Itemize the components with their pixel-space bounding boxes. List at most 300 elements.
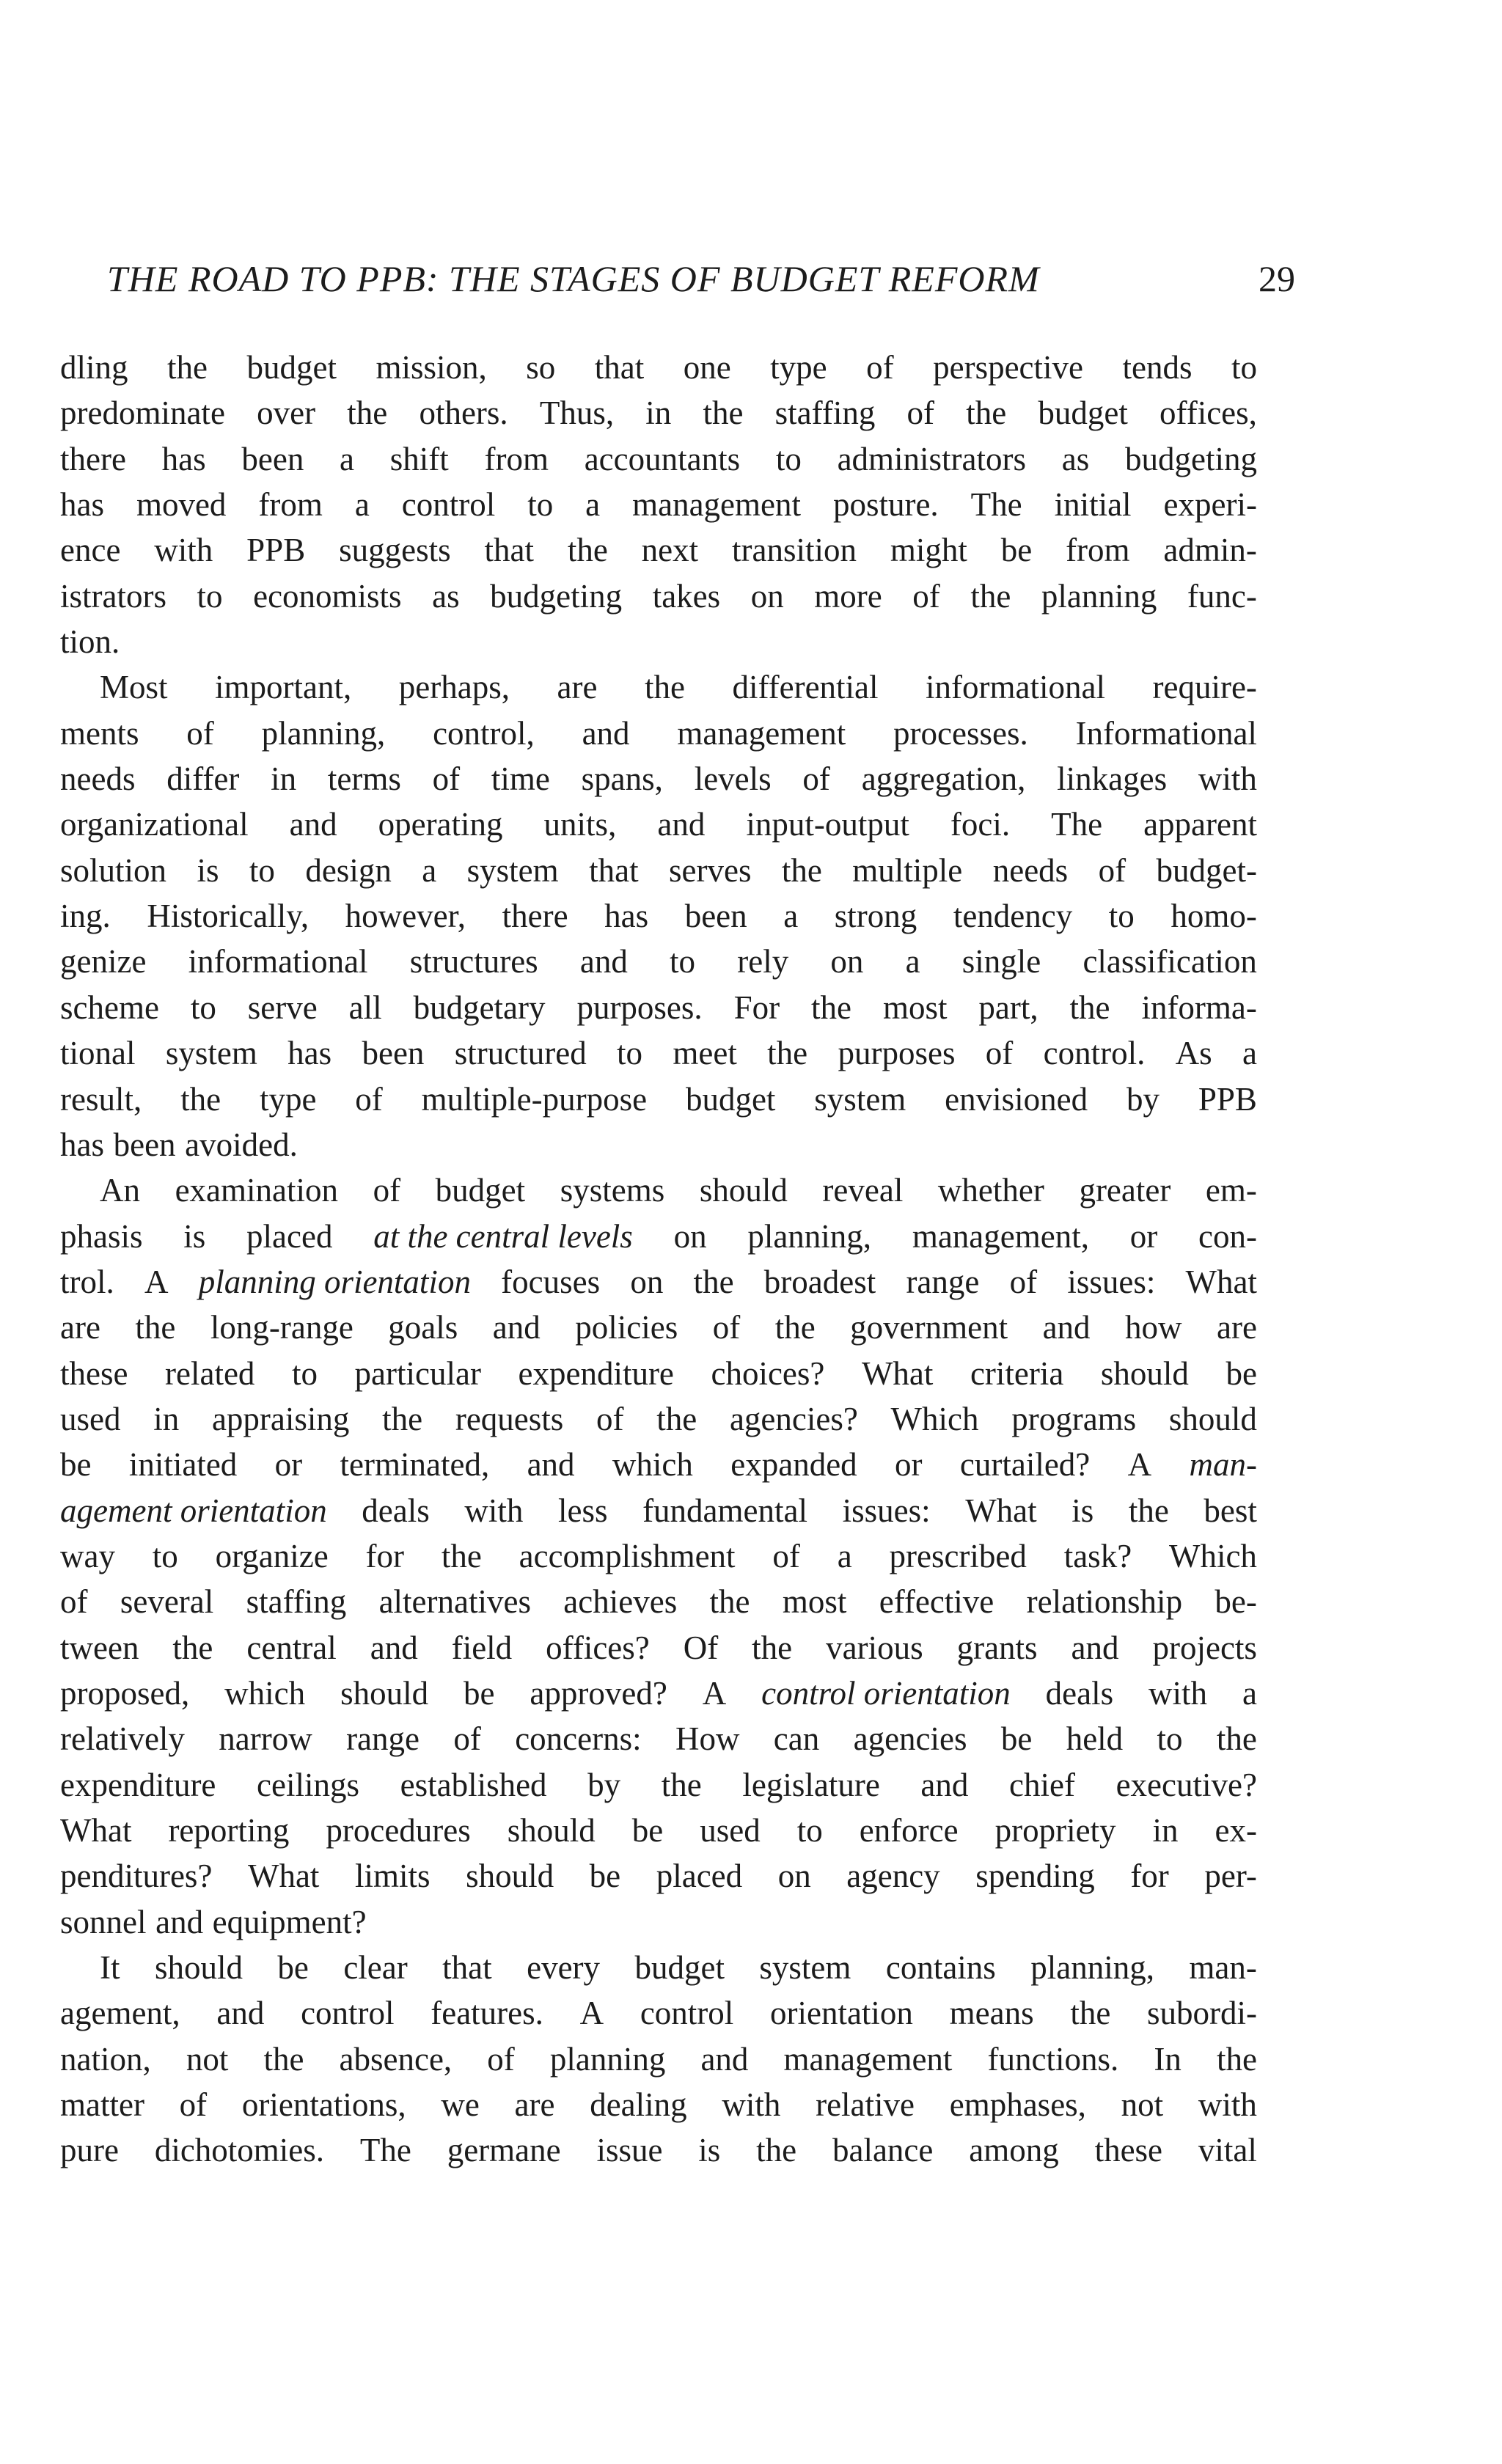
word: the: [1128, 1492, 1169, 1529]
word: limits: [355, 1858, 431, 1895]
word: suggests: [339, 532, 451, 569]
word: control: [640, 1995, 734, 2032]
text-line: [60, 1030, 1257, 1076]
word: be: [631, 1812, 664, 1849]
word: alternatives: [378, 1583, 531, 1621]
word: executive?: [1115, 1766, 1257, 1803]
word: homo-: [1171, 898, 1257, 935]
word: phasis: [60, 1217, 143, 1255]
word: system: [759, 1949, 851, 1987]
word: and: [700, 2040, 749, 2078]
word: the: [970, 577, 1011, 615]
text-line: [60, 802, 1257, 847]
word: that: [589, 851, 639, 889]
word: takes: [652, 577, 721, 615]
word: of: [60, 1583, 88, 1621]
word: the: [752, 1629, 793, 1666]
word: a: [905, 943, 920, 980]
word: purposes.: [576, 989, 703, 1026]
word: one: [683, 349, 731, 386]
word: agencies: [853, 1720, 967, 1758]
word: tional: [60, 1035, 136, 1072]
word: prescribed: [889, 1537, 1027, 1574]
word: orientations,: [241, 2086, 406, 2124]
word: Which: [1168, 1537, 1257, 1574]
word: As: [1175, 1035, 1212, 1072]
word: dichotomies.: [154, 2132, 325, 2169]
word: What: [1185, 1263, 1257, 1300]
word: planning,: [261, 714, 386, 752]
word: the: [709, 1583, 750, 1621]
word: are: [1217, 1309, 1257, 1346]
word: be: [277, 1949, 309, 1987]
word: the: [811, 989, 852, 1026]
word: serve: [247, 989, 318, 1026]
word: What: [60, 1812, 132, 1849]
word: istrators: [60, 577, 166, 615]
word: issues:: [1067, 1263, 1156, 1300]
word: should: [1168, 1400, 1257, 1437]
word: staffing: [774, 395, 876, 432]
word: functions.: [987, 2040, 1119, 2078]
word: should: [154, 1949, 243, 1987]
word: the: [1216, 1720, 1257, 1758]
word: Thus,: [539, 395, 615, 432]
word: from: [484, 440, 549, 477]
word: of: [772, 1537, 800, 1574]
word: terminated,: [340, 1446, 490, 1484]
word: The: [1051, 806, 1103, 843]
word: or: [1129, 1217, 1158, 1255]
italic-phrase: man-: [1189, 1446, 1257, 1484]
word: terms: [327, 760, 401, 798]
word: of: [179, 2086, 208, 2124]
word: to: [527, 486, 554, 524]
word: is: [1071, 1492, 1094, 1529]
word: over: [257, 395, 316, 432]
word: has: [60, 1126, 104, 1163]
word: the: [781, 851, 822, 889]
word: control,: [433, 714, 535, 752]
word: broadest: [763, 1263, 876, 1300]
word: with: [722, 2086, 781, 2124]
word: for: [365, 1537, 405, 1574]
word: multiple: [852, 851, 963, 889]
word: nation,: [60, 2040, 151, 2078]
word: choices?: [711, 1354, 825, 1392]
word: accomplishment: [519, 1537, 736, 1574]
word: perspective: [933, 349, 1084, 386]
word: a: [340, 440, 355, 477]
italic-phrase: agement orientation: [60, 1492, 327, 1529]
word: system: [466, 851, 559, 889]
word: offices,: [1160, 395, 1257, 432]
word: focuses: [501, 1263, 601, 1300]
text-line: [60, 619, 1257, 664]
word: classification: [1082, 943, 1257, 980]
word: What: [965, 1492, 1037, 1529]
word: of: [596, 1400, 624, 1437]
word: How: [675, 1720, 740, 1758]
word: design: [305, 851, 392, 889]
word: requests: [455, 1400, 564, 1437]
text-line: [60, 1716, 1257, 1761]
word: spending: [975, 1858, 1095, 1895]
word: economists: [253, 577, 402, 615]
word: informational: [188, 943, 368, 980]
text-line: [60, 848, 1257, 893]
word: single: [961, 943, 1041, 980]
word: a: [1242, 1035, 1257, 1072]
word: placed: [246, 1217, 333, 1255]
word: best: [1204, 1492, 1257, 1529]
word: strong: [834, 898, 917, 935]
word: several: [120, 1583, 214, 1621]
word: clear: [343, 1949, 408, 1987]
word: of: [453, 1720, 481, 1758]
word: operating: [378, 806, 503, 843]
word: way: [60, 1537, 115, 1574]
word: accountants: [584, 440, 741, 477]
text-line: [60, 1899, 1257, 1945]
word: the: [167, 349, 208, 386]
word: structured: [454, 1035, 587, 1072]
word: ments: [60, 714, 139, 752]
word: procedures: [326, 1812, 471, 1849]
word: of: [906, 395, 935, 432]
word: to: [617, 1035, 643, 1072]
word: chief: [1009, 1766, 1075, 1803]
word: has: [287, 1035, 332, 1072]
word: task?: [1063, 1537, 1132, 1574]
word: levels: [694, 760, 772, 798]
word: foci.: [950, 806, 1011, 843]
word: among: [969, 2132, 1059, 2169]
word: aggregation,: [861, 760, 1026, 798]
word: time: [491, 760, 550, 798]
word: how: [1125, 1309, 1182, 1346]
word: initiated: [128, 1446, 238, 1484]
word: most: [782, 1583, 847, 1621]
word: range: [346, 1720, 420, 1758]
word: tion.: [60, 623, 120, 661]
word: been: [684, 898, 747, 935]
word: contains: [885, 1949, 996, 1987]
word: deals: [362, 1492, 430, 1529]
word: of: [985, 1035, 1014, 1072]
word: management: [783, 2040, 953, 2078]
word: budget: [1038, 395, 1128, 432]
word: goals: [388, 1309, 458, 1346]
word: legislature: [742, 1766, 880, 1803]
word: The: [970, 486, 1022, 524]
word: initial: [1054, 486, 1132, 524]
word: in: [153, 1400, 180, 1437]
word: budget-: [1156, 851, 1257, 889]
word: shift: [389, 440, 449, 477]
word: relationship: [1026, 1583, 1183, 1621]
word: long-range: [210, 1309, 353, 1346]
word: deals: [1045, 1674, 1114, 1712]
word: with: [1149, 1674, 1208, 1712]
word: tween: [60, 1629, 139, 1666]
word: and: [920, 1766, 969, 1803]
word: has: [604, 898, 649, 935]
word: for: [1130, 1858, 1169, 1895]
word: to: [291, 1354, 318, 1392]
word: so: [526, 349, 556, 386]
word: held: [1066, 1720, 1124, 1758]
word: are: [557, 669, 598, 706]
word: enforce: [859, 1812, 959, 1849]
text-line: [60, 1945, 1257, 1990]
word: these: [1094, 2132, 1163, 2169]
word: examination: [175, 1172, 339, 1209]
word: management: [632, 486, 801, 524]
word: be: [1226, 1354, 1257, 1392]
word: should: [1100, 1354, 1189, 1392]
word: programs: [1011, 1400, 1137, 1437]
word: of: [355, 1080, 383, 1118]
word: differ: [166, 760, 240, 798]
word: to: [249, 851, 275, 889]
word: less: [557, 1492, 608, 1529]
word: of: [1098, 851, 1126, 889]
word: established: [400, 1766, 547, 1803]
word: and: [657, 806, 706, 843]
word: A: [702, 1674, 727, 1712]
word: system: [165, 1035, 257, 1072]
word: of: [487, 2040, 515, 2078]
word: on: [673, 1217, 707, 1255]
word: should: [466, 1858, 554, 1895]
word: are: [60, 1309, 100, 1346]
word: budgetary: [413, 989, 546, 1026]
word: An: [100, 1172, 140, 1209]
word: expenditure: [518, 1354, 674, 1392]
text-line: [60, 1442, 1257, 1487]
word: orientation: [769, 1995, 913, 2032]
word: or: [274, 1446, 303, 1484]
word: of: [1009, 1263, 1038, 1300]
page-number: 29: [1259, 258, 1295, 299]
word: fundamental: [642, 1492, 807, 1529]
word: A: [144, 1263, 169, 1300]
word: be: [1000, 532, 1033, 569]
text-line: [60, 939, 1257, 984]
word: to: [670, 943, 696, 980]
word: apparent: [1143, 806, 1257, 843]
word: budgeting: [490, 577, 623, 615]
word: the: [567, 532, 608, 569]
text-line: [60, 573, 1257, 619]
text-line: [60, 1853, 1257, 1899]
word: vital: [1198, 2132, 1257, 2169]
word: agencies?: [729, 1400, 858, 1437]
word: the: [172, 1629, 213, 1666]
word: concerns:: [515, 1720, 642, 1758]
running-title: THE ROAD TO PPB: THE STAGES OF BUDGET REFORM: [107, 258, 1040, 299]
word: and: [492, 1309, 541, 1346]
word: of: [186, 714, 214, 752]
word: the: [1216, 2040, 1257, 2078]
word: should: [340, 1674, 429, 1712]
word: used: [700, 1812, 761, 1849]
word: placed: [656, 1858, 743, 1895]
word: spans,: [581, 760, 663, 798]
word: management: [677, 714, 846, 752]
word: type: [259, 1080, 317, 1118]
word: every: [527, 1949, 601, 1987]
word: trol.: [60, 1263, 114, 1300]
word: Informational: [1075, 714, 1257, 752]
word: and: [1071, 1629, 1119, 1666]
text-line: [60, 1671, 1257, 1716]
text-line: [60, 436, 1257, 482]
word: processes.: [893, 714, 1028, 752]
word: matter: [60, 2086, 144, 2124]
word: planning: [549, 2040, 666, 2078]
word: the: [767, 1035, 808, 1072]
word: to: [190, 989, 216, 1026]
word: systems: [560, 1172, 665, 1209]
word: budget: [634, 1949, 725, 1987]
word: and: [370, 1629, 418, 1666]
word: result,: [60, 1080, 142, 1118]
word: Historically,: [147, 898, 309, 935]
word: in: [271, 760, 297, 798]
word: planning,: [1030, 1949, 1154, 1987]
word: control: [301, 1995, 395, 2032]
word: in: [645, 395, 672, 432]
word: management,: [912, 1217, 1089, 1255]
word: is: [197, 851, 219, 889]
word: needs: [992, 851, 1069, 889]
word: particular: [354, 1354, 481, 1392]
word: various: [826, 1629, 923, 1666]
word: should: [507, 1812, 596, 1849]
body-text: [60, 345, 1257, 2174]
word: a: [1242, 1674, 1257, 1712]
word: grants: [956, 1629, 1038, 1666]
word: field: [451, 1629, 513, 1666]
word: structures: [409, 943, 538, 980]
word: pure: [60, 2132, 119, 2169]
word: expanded: [730, 1446, 857, 1484]
word: be: [60, 1446, 92, 1484]
word: of: [712, 1309, 741, 1346]
word: central: [246, 1629, 337, 1666]
word: not: [186, 2040, 229, 2078]
word: penditures?: [60, 1858, 213, 1895]
word: important,: [215, 669, 352, 706]
word: approved?: [530, 1674, 667, 1712]
word: a: [783, 898, 799, 935]
word: been: [362, 1035, 425, 1072]
word: relative: [816, 2086, 915, 2124]
word: expenditure: [60, 1766, 216, 1803]
word: ex-: [1215, 1812, 1257, 1849]
word: all: [348, 989, 382, 1026]
word: offices?: [546, 1629, 650, 1666]
text-line: [60, 2127, 1257, 2173]
word: dealing: [590, 2086, 687, 2124]
word: Which: [890, 1400, 979, 1437]
word: informational: [926, 669, 1105, 706]
word: the: [441, 1537, 482, 1574]
running-head: [107, 249, 1295, 308]
word: be: [464, 1674, 495, 1712]
word: transition: [732, 532, 857, 569]
text-line: [60, 1579, 1257, 1624]
word: budget: [246, 349, 337, 386]
word: agency: [846, 1858, 940, 1895]
word: which: [612, 1446, 693, 1484]
word: administrators: [837, 440, 1027, 477]
word: of: [912, 577, 940, 615]
word: propriety: [994, 1812, 1116, 1849]
word: meet: [673, 1035, 737, 1072]
word: whether: [937, 1172, 1044, 1209]
word: solution: [60, 851, 167, 889]
word: from: [258, 486, 323, 524]
word: tends: [1122, 349, 1193, 386]
text-line: [60, 1533, 1257, 1579]
word: differential: [732, 669, 879, 706]
word: or: [895, 1446, 923, 1484]
word: the: [693, 1263, 734, 1300]
word: reveal: [822, 1172, 904, 1209]
word: PPB: [1198, 1080, 1257, 1118]
word: envisioned: [945, 1080, 1088, 1118]
text-line: [60, 1305, 1257, 1350]
text-line: [60, 1762, 1257, 1808]
word: budgeting: [1124, 440, 1257, 477]
word: next: [641, 532, 699, 569]
word: em-: [1205, 1172, 1257, 1209]
word: reporting: [168, 1812, 290, 1849]
word: issue: [596, 2132, 663, 2169]
text-line: [60, 893, 1257, 939]
word: issues:: [842, 1492, 931, 1529]
word: and: [527, 1446, 575, 1484]
word: scheme: [60, 989, 159, 1026]
word: ing.: [60, 898, 111, 935]
word: The: [359, 2132, 411, 2169]
word: organizational: [60, 806, 249, 843]
word: budget: [685, 1080, 776, 1118]
text-line: [60, 756, 1257, 802]
word: a: [585, 486, 601, 524]
word: rely: [737, 943, 789, 980]
italic-phrase: at the central levels: [373, 1217, 633, 1255]
word: It: [100, 1949, 120, 1987]
word: and: [582, 714, 630, 752]
word: to: [152, 1537, 178, 1574]
word: most: [882, 989, 948, 1026]
word: achieves: [563, 1583, 678, 1621]
word: equipment?: [212, 1903, 367, 1940]
word: the: [347, 395, 388, 432]
word: per-: [1204, 1858, 1257, 1895]
word: been: [113, 1126, 176, 1163]
word: mission,: [376, 349, 487, 386]
word: type: [770, 349, 827, 386]
text-line: [60, 1122, 1257, 1167]
word: as: [1061, 440, 1090, 477]
word: emphases,: [949, 2086, 1086, 2124]
word: means: [949, 1995, 1034, 2032]
